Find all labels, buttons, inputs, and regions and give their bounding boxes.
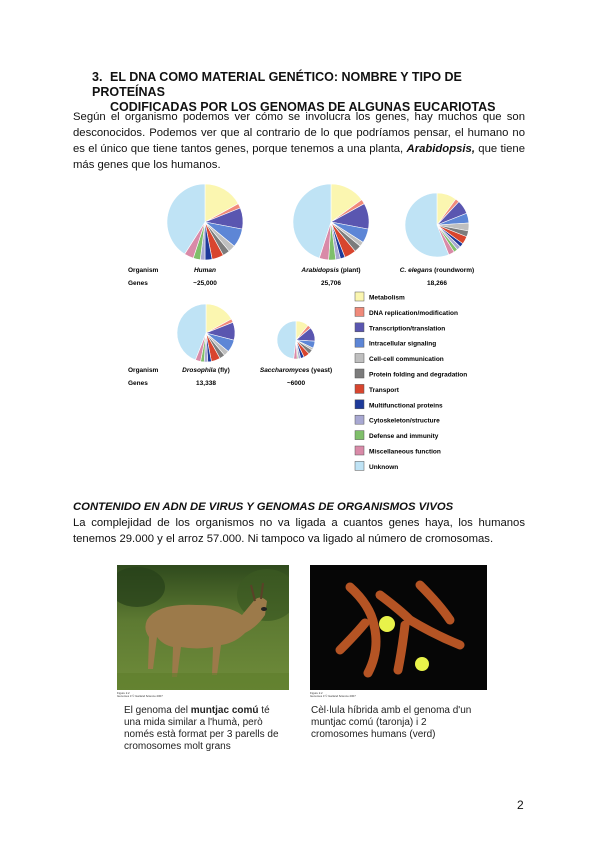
heading-line-1: EL DNA COMO MATERIAL GENÉTICO: NOMBRE Y TIPO DE PROTEÍNAS: [92, 70, 462, 99]
legend-swatch: [355, 415, 364, 424]
heading-line-2: CODIFICADAS POR LOS GENOMAS DE ALGUNAS EUCARIOTAS: [110, 100, 496, 114]
hybrid-cell-chromosomes-photo: [310, 565, 487, 690]
legend-swatch: [355, 292, 364, 301]
row-label-genes: Genes: [128, 380, 148, 387]
section-2-body: La complejidad de los organismos no va ligada a cuantos genes haya, los humanos tenemos 29.000 y el arroz 57.000. Ni tampoco va ligado al número de cromosomas.: [73, 517, 525, 545]
organism-label: Human: [193, 267, 217, 274]
figure-2-credit: [310, 692, 356, 698]
legend-swatch: [355, 307, 364, 316]
organism-label: Drosophila (fly): [182, 367, 230, 374]
gene-count-label: 18,266: [427, 280, 447, 287]
organism-label: Saccharomyces (yeast): [259, 367, 333, 374]
figure-2-caption: [311, 705, 481, 741]
gene-count-label: 13,338: [196, 380, 216, 387]
legend-label: Cytoskeleton/structure: [369, 417, 440, 425]
gene-count-label: ~25,000: [193, 280, 217, 287]
legend-swatch: [355, 338, 364, 347]
section-2-title: CONTENIDO EN ADN DE VIRUS Y GENOMAS DE ORGANISMOS VIVOS: [73, 501, 454, 513]
figure-1-caption: [124, 705, 288, 753]
muntjac-deer-photo: [117, 565, 289, 690]
legend-label: Multifunctional proteins: [369, 402, 443, 410]
intro-text-2: que tiene más genes que los humanos.: [73, 143, 525, 171]
row-label-organism: Organism: [128, 367, 159, 374]
legend-label: Defense and immunity: [369, 433, 439, 441]
legend: [355, 292, 467, 471]
legend-swatch: [355, 446, 364, 455]
figure-2-credit-line-1: Figure 2.2: [310, 691, 323, 695]
page-number: 2: [517, 798, 524, 812]
figure-1-credit-line-2: Genomes 3 © Garland Science 2007: [117, 694, 163, 698]
row-label-organism: Organism: [128, 267, 159, 274]
legend-label: Intracellular signaling: [369, 340, 437, 348]
figure-1-caption-post: té una mida similar a l'humà, però només està format per 3 parells de cromosomes molt grans: [124, 705, 279, 752]
figure-1-credit: [117, 692, 163, 698]
legend-swatch: [355, 354, 364, 363]
figure-2-caption-text: Cèl·lula híbrida amb el genoma d'un muntjac comú (taronja) i 2 cromosomes humans (verd): [311, 705, 472, 740]
legend-label: Transcription/translation: [369, 325, 446, 333]
legend-swatch: [355, 431, 364, 440]
arabidopsis-emphasis: Arabidopsis,: [406, 143, 475, 155]
pie-slice-saccharomyces-11: [277, 321, 296, 359]
legend-label: Metabolism: [369, 294, 405, 302]
row-label-genes: Genes: [128, 280, 148, 287]
legend-swatch: [355, 400, 364, 409]
section-number: 3.: [92, 70, 103, 84]
legend-swatch: [355, 461, 364, 470]
figure-2-credit-line-2: Genomes 3 © Garland Science 2007: [310, 694, 356, 698]
gene-count-label: ~6000: [286, 380, 306, 387]
legend-label: Cell-cell communication: [369, 356, 444, 364]
legend-label: DNA replication/modification: [369, 309, 458, 317]
legend-swatch: [355, 384, 364, 393]
gene-count-label: 25,706: [321, 280, 341, 287]
legend-label: Miscellaneous function: [369, 448, 441, 456]
figure-1-caption-bold: muntjac comú: [190, 705, 259, 716]
legend-swatch: [355, 369, 364, 378]
legend-swatch: [355, 323, 364, 332]
organism-label: Arabidopsis (plant): [301, 267, 361, 274]
legend-label: Transport: [369, 386, 399, 394]
legend-label: Unknown: [369, 463, 399, 471]
figure-1-credit-line-1: Figure 2.2: [117, 691, 130, 695]
legend-label: Protein folding and degradation: [369, 371, 468, 379]
organism-label: C. elegans (roundworm): [399, 267, 475, 274]
intro-text-1: Según el organismo podemos ver cómo se involucra los genes, hay muchos que son desconocidos. Podemos ver que al contrario de lo que podríamos pensar, el humano no es el único que tiene tantos genes, porque tenemos a una planta,: [73, 111, 525, 155]
figure-1-caption-pre: El genoma del: [124, 705, 191, 716]
